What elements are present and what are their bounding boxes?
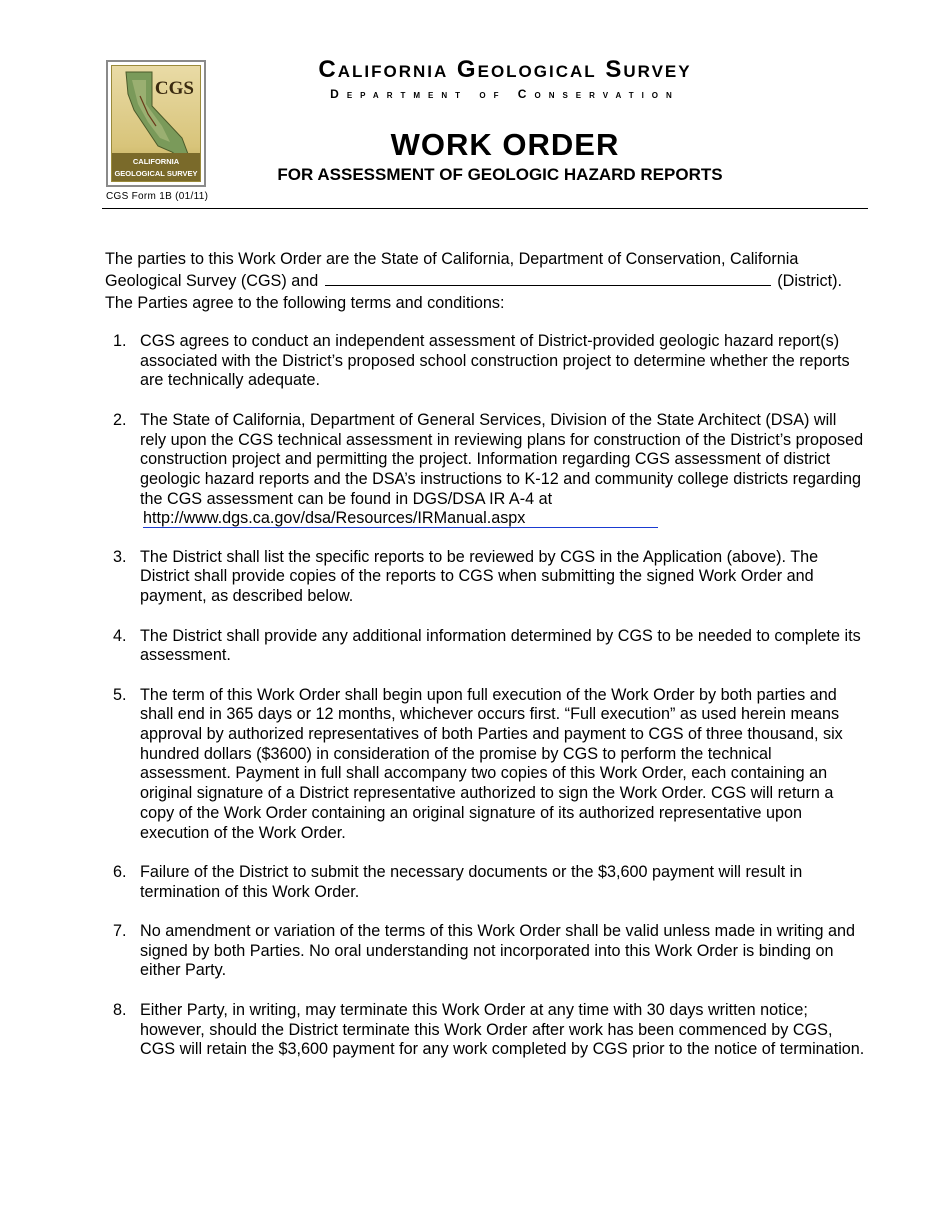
term-text: Failure of the District to submit the necessary documents or the $3,600 payment will result in termination of this Work Order.	[140, 862, 803, 901]
term-text: The term of this Work Order shall begin upon full execution of the Work Order by both parties and shall end in 365 days or 12 months, whichever occurs first. “Full execution” as used herein means approval by authorized representatives of both Parties and payment to CGS of three thousand, six hundred dollars ($3600) in consideration of the promise by CGS to perform the technical assessment. Payment in full shall accompany two copies of this Work Order, each containing an original signature of a District representative authorized to sign the Work Order. CGS will return a copy of the Work Order containing an original signature of its authorized representative upon execution of the Work Order.	[140, 685, 843, 842]
intro-line2-start: Geological Survey (CGS) and	[105, 272, 319, 290]
intro-line2	[105, 270, 865, 292]
term-number: 5.	[113, 685, 127, 704]
intro-paragraph	[105, 248, 865, 314]
term-number: 1.	[113, 332, 127, 350]
cgs-logo	[106, 60, 206, 187]
term-number: 3.	[113, 547, 127, 566]
term-item	[105, 863, 865, 902]
term-text: The State of California, Department of General Services, Division of the State Architect (DSA) will rely upon the CGS technical assessment in reviewing plans for construction of the District’s proposed construction project and permitting the project. Information regarding CGS assessment of district geologic hazard reports and the DSA’s instructions to K-12 and community college districts regarding the CGS assessment can be found in DGS/DSA IR A-4 at	[140, 410, 864, 508]
logo-caption	[112, 153, 200, 181]
logo-caption-line1: CALIFORNIA	[132, 157, 180, 166]
term-text: CGS agrees to conduct an independent assessment of District-provided geologic hazard report(s) associated with the District’s proposed school construction project to determine whether the reports are technically adequate.	[140, 332, 850, 390]
term-text: The District shall list the specific reports to be reviewed by CGS in the Application (above). The District shall provide copies of the reports to CGS when submitting the signed Work Order and payment, as described below.	[140, 547, 819, 606]
term-item	[105, 686, 865, 844]
logo-monogram: CGS	[154, 78, 194, 99]
terms-list	[105, 332, 865, 1080]
term-text: Either Party, in writing, may terminate this Work Order at any time with 30 days written notice; however, should the District terminate this Work Order after work has been commenced by CGS, CGS will retain the $3,600 payment for any work completed by CGS prior to the notice of termination.	[140, 1000, 865, 1059]
term-text: No amendment or variation of the terms of this Work Order shall be valid unless made in writing and signed by both Parties. No oral understanding not incorporated into this Work Order is binding on either Party.	[140, 922, 855, 980]
term-number: 2.	[113, 410, 127, 429]
intro-line1: The parties to this Work Order are the State of California, Department of Conservation, California	[105, 250, 799, 268]
header-divider	[102, 208, 868, 209]
term-text: The District shall provide any additional information determined by CGS to be needed to complete its assessment.	[140, 626, 861, 665]
term-number: 6.	[113, 862, 127, 881]
term-item	[105, 548, 865, 607]
irmanual-link[interactable]: http://www.dgs.ca.gov/dsa/Resources/IRManual.aspx	[143, 509, 526, 528]
page-title: WORK ORDER	[390, 127, 620, 162]
form-id: CGS Form 1B (01/11)	[106, 191, 209, 202]
term-number: 4.	[113, 626, 127, 645]
term-number: 7.	[113, 922, 127, 940]
intro-line3: The Parties agree to the following terms and conditions:	[105, 294, 505, 312]
department-name: Department of Conservation	[330, 87, 680, 101]
intro-line2-end: (District).	[777, 272, 842, 290]
logo-caption-line2: GEOLOGICAL SURVEY	[114, 169, 198, 178]
agency-name: California Geological Survey	[318, 56, 692, 83]
term-item	[105, 332, 865, 391]
term-item	[105, 411, 865, 528]
term-number: 8.	[113, 1000, 127, 1019]
term-item	[105, 922, 865, 981]
page-subtitle: FOR ASSESSMENT OF GEOLOGIC HAZARD REPORTS	[277, 165, 723, 184]
irmanual-link-row	[140, 509, 865, 528]
term-item	[105, 627, 865, 666]
district-name-field[interactable]	[325, 271, 771, 286]
term-item	[105, 1001, 865, 1060]
